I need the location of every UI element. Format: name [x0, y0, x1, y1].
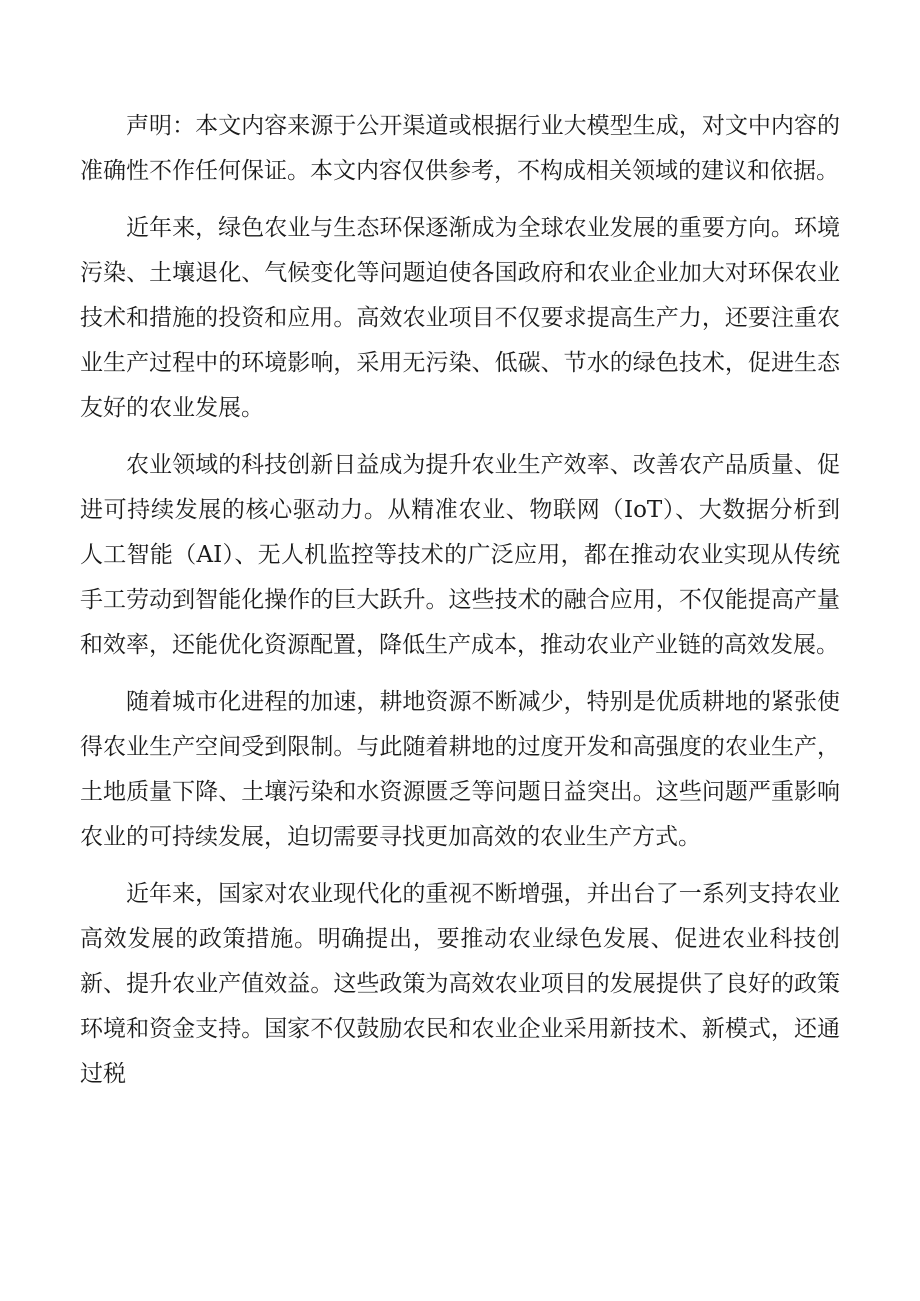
- document-body: [80, 104, 840, 1109]
- body-paragraph-green-agriculture: 近年来，绿色农业与生态环保逐渐成为全球农业发展的重要方向。环境污染、土壤退化、气候变化等问题迫使各国政府和农业企业加大对环保农业技术和措施的投资和应用。高效农业项目不仅要求提高生产力，还要注重农业生产过程中的环境影响，采用无污染、低碳、节水的绿色技术，促进生态友好的农业发展。: [80, 215, 840, 421]
- disclaimer-paragraph: 声明：本文内容来源于公开渠道或根据行业大模型生成，对文中内容的准确性不作任何保证。本文内容仅供参考，不构成相关领域的建议和依据。: [80, 113, 840, 184]
- body-paragraph-urbanization: 随着城市化进程的加速，耕地资源不断减少，特别是优质耕地的紧张使得农业生产空间受到限制。与此随着耕地的过度开发和高强度的农业生产，土地质量下降、土壤污染和水资源匮乏等问题日益突出。这些问题严重影响农业的可持续发展，迫切需要寻找更加高效的农业生产方式。: [80, 689, 840, 850]
- body-paragraph-policy: 近年来，国家对农业现代化的重视不断增强，并出台了一系列支持农业高效发展的政策措施。明确提出，要推动农业绿色发展、促进农业科技创新、提升农业产值效益。这些政策为高效农业项目的发展提供了良好的政策环境和资金支持。国家不仅鼓励农民和农业企业采用新技术、新模式，还通过税: [80, 881, 840, 1087]
- body-paragraph-tech-innovation: 农业领域的科技创新日益成为提升农业生产效率、改善农产品质量、促进可持续发展的核心驱动力。从精准农业、物联网（IoT）、大数据分析到人工智能（AI）、无人机监控等技术的广泛应用，都在推动农业实现从传统手工劳动到智能化操作的巨大跃升。这些技术的融合应用，不仅能提高产量和效率，还能优化资源配置，降低生产成本，推动农业产业链的高效发展。: [80, 452, 840, 658]
